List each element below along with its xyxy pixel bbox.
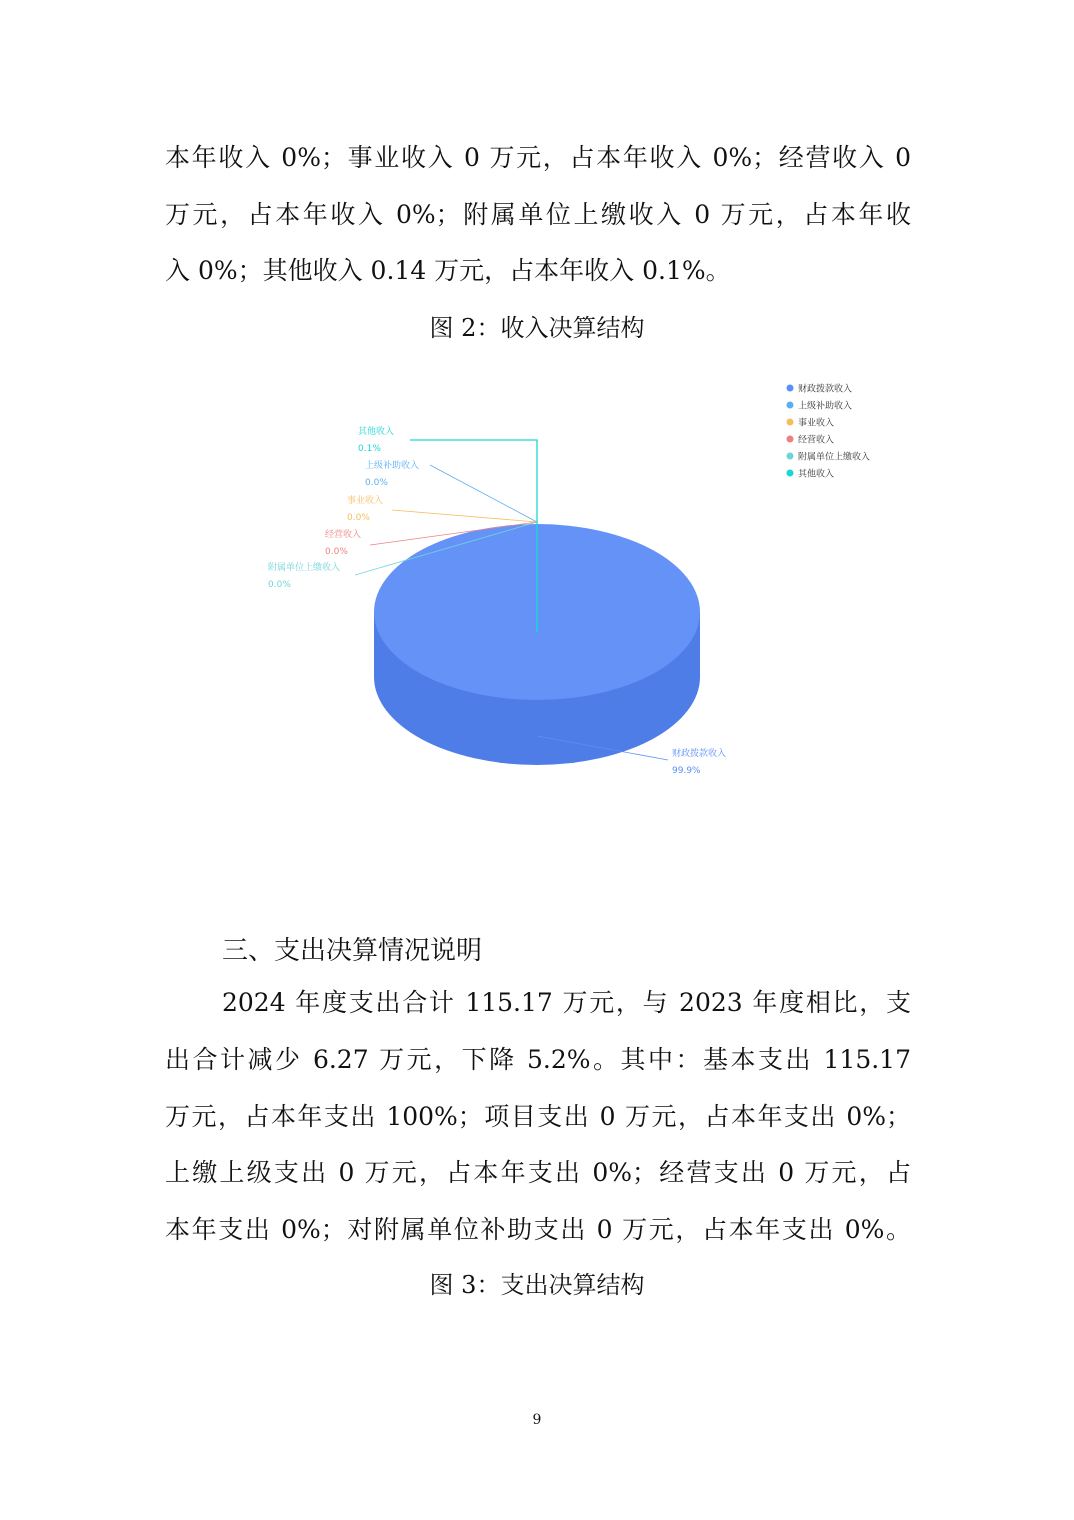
slice-label: 附属单位上缴收入 <box>268 563 341 573</box>
legend-marker <box>787 402 794 409</box>
slice-label: 上级补助收入 <box>365 461 420 471</box>
slice-value-label: 99.9% <box>672 766 701 776</box>
slice-label: 事业收入 <box>347 496 384 506</box>
legend-marker <box>787 436 794 443</box>
paragraph-line: 本年支出 0%；对附属单位补助支出 0 万元，占本年支出 0%。 <box>165 1215 911 1244</box>
slice-label: 其他收入 <box>358 427 395 437</box>
paragraph-line: 万元，占本年支出 100%；项目支出 0 万元，占本年支出 0%； <box>165 1102 911 1131</box>
legend-label: 其他收入 <box>798 469 835 480</box>
slice-label: 财政拨款收入 <box>672 749 727 759</box>
legend-marker <box>787 470 794 477</box>
legend-label: 上级补助收入 <box>798 401 853 412</box>
slice-value-label: 0.0% <box>325 547 348 557</box>
figure-caption: 图 3：支出决算结构 <box>429 1271 645 1299</box>
paragraph-line: 上缴上级支出 0 万元，占本年支出 0%；经营支出 0 万元，占 <box>165 1158 911 1187</box>
legend-marker <box>787 385 794 392</box>
figure-caption: 图 2：收入决算结构 <box>429 314 645 342</box>
chart-legend <box>787 383 871 480</box>
paragraph-line: 出合计减少 6.27 万元，下降 5.2%。其中：基本支出 115.17 <box>165 1045 911 1074</box>
slice-value-label: 0.0% <box>268 580 291 590</box>
income-pie-chart <box>0 360 1074 800</box>
paragraph-line: 2024 年度支出合计 115.17 万元，与 2023 年度相比，支 <box>222 988 911 1017</box>
leader-line <box>430 465 537 522</box>
slice-value-label: 0.0% <box>365 478 388 488</box>
paragraph-line: 万元，占本年收入 0%；附属单位上缴收入 0 万元，占本年收 <box>165 200 911 229</box>
slice-value-label: 0.0% <box>347 513 370 523</box>
legend-label: 财政拨款收入 <box>798 384 853 395</box>
paragraph-line: 入 0%；其他收入 0.14 万元，占本年收入 0.1%。 <box>165 256 731 285</box>
section-heading: 三、支出决算情况说明 <box>222 936 483 966</box>
leader-line <box>392 510 537 522</box>
legend-label: 事业收入 <box>798 418 835 429</box>
slice-value-label: 0.1% <box>358 444 381 454</box>
page-number: 9 <box>532 1412 542 1428</box>
legend-label: 经营收入 <box>798 435 835 446</box>
slice-label: 经营收入 <box>325 530 362 540</box>
legend-marker <box>787 453 794 460</box>
legend-marker <box>787 419 794 426</box>
paragraph-line: 本年收入 0%；事业收入 0 万元，占本年收入 0%；经营收入 0 <box>165 143 911 172</box>
legend-label: 附属单位上缴收入 <box>798 452 871 463</box>
